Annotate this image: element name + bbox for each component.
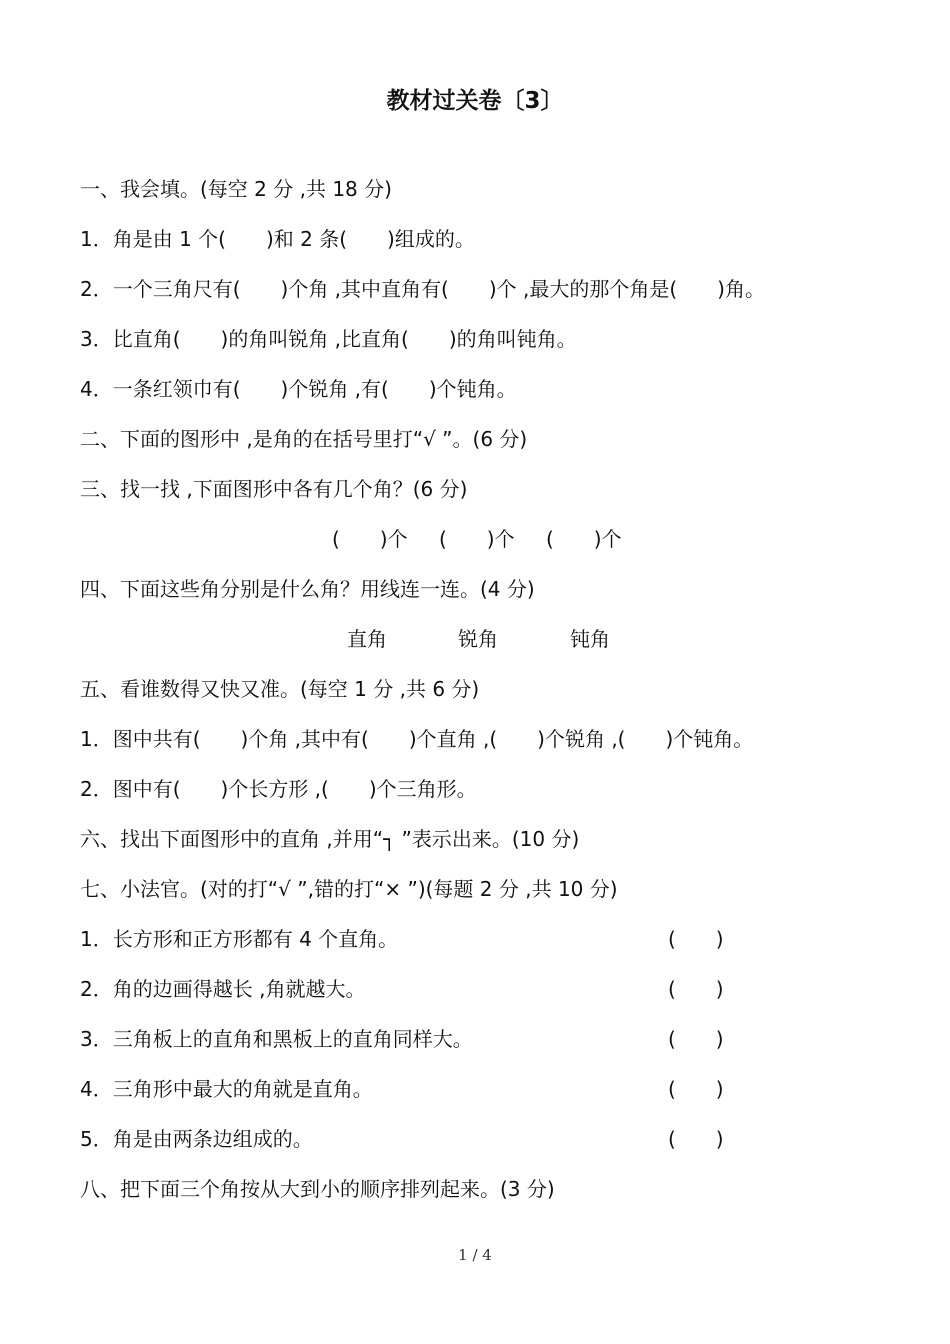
section-5-item-1: 1．图中共有( )个角 ,其中有( )个直角 ,( )个锐角 ,( )个钝角。 bbox=[80, 727, 754, 751]
section-7-item-1-blank: ( ) bbox=[668, 927, 724, 951]
section-7-heading: 七、小法官。(对的打“√ ”,错的打“× ”)(每题 2 分 ,共 10 分) bbox=[80, 877, 618, 901]
section-7-item-4-text: 4．三角形中最大的角就是直角。 bbox=[80, 1077, 373, 1101]
page-number: 1 / 4 bbox=[458, 1246, 492, 1264]
section-2-heading: 二、下面的图形中 ,是角的在括号里打“√ ”。(6 分) bbox=[80, 427, 528, 451]
section-7-item-4-blank: ( ) bbox=[668, 1077, 724, 1101]
section-3-answer-1: ( )个 bbox=[332, 527, 408, 551]
section-6-heading: 六、找出下面图形中的直角 ,并用“┐ ”表示出来。(10 分) bbox=[80, 827, 580, 851]
section-1-heading: 一、我会填。(每空 2 分 ,共 18 分) bbox=[80, 177, 392, 201]
section-7-item-3-text: 3．三角板上的直角和黑板上的直角同样大。 bbox=[80, 1027, 473, 1051]
section-4-heading: 四、下面这些角分别是什么角？用线连一连。(4 分) bbox=[80, 577, 535, 601]
section-1-item-4: 4．一条红领巾有( )个锐角 ,有( )个钝角。 bbox=[80, 377, 517, 401]
section-1-item-2: 2．一个三角尺有( )个角 ,其中直角有( )个 ,最大的那个角是( )角。 bbox=[80, 277, 765, 301]
section-8-heading: 八、把下面三个角按从大到小的顺序排列起来。(3 分) bbox=[80, 1177, 555, 1201]
section-3-answer-3: ( )个 bbox=[546, 527, 622, 551]
section-4-option-acute-angle: 锐角 bbox=[458, 627, 498, 651]
section-1-item-1: 1．角是由 1 个( )和 2 条( )组成的。 bbox=[80, 227, 475, 251]
section-1-item-3: 3．比直角( )的角叫锐角 ,比直角( )的角叫钝角。 bbox=[80, 327, 577, 351]
section-7-item-2-blank: ( ) bbox=[668, 977, 724, 1001]
section-3-answer-2: ( )个 bbox=[439, 527, 515, 551]
section-7-item-1-text: 1．长方形和正方形都有 4 个直角。 bbox=[80, 927, 399, 951]
section-7-item-3-blank: ( ) bbox=[668, 1027, 724, 1051]
section-7-item-5-text: 5．角是由两条边组成的。 bbox=[80, 1127, 313, 1151]
page-title: 教材过关卷〔3〕 bbox=[386, 88, 564, 114]
section-4-option-right-angle: 直角 bbox=[347, 627, 387, 651]
section-3-heading: 三、找一找 ,下面图形中各有几个角？(6 分) bbox=[80, 477, 468, 501]
section-7-item-5-blank: ( ) bbox=[668, 1127, 724, 1151]
section-7-item-2-text: 2．角的边画得越长 ,角就越大。 bbox=[80, 977, 366, 1001]
section-5-heading: 五、看谁数得又快又准。(每空 1 分 ,共 6 分) bbox=[80, 677, 480, 701]
section-4-option-obtuse-angle: 钝角 bbox=[570, 627, 610, 651]
section-5-item-2: 2．图中有( )个长方形 ,( )个三角形。 bbox=[80, 777, 477, 801]
